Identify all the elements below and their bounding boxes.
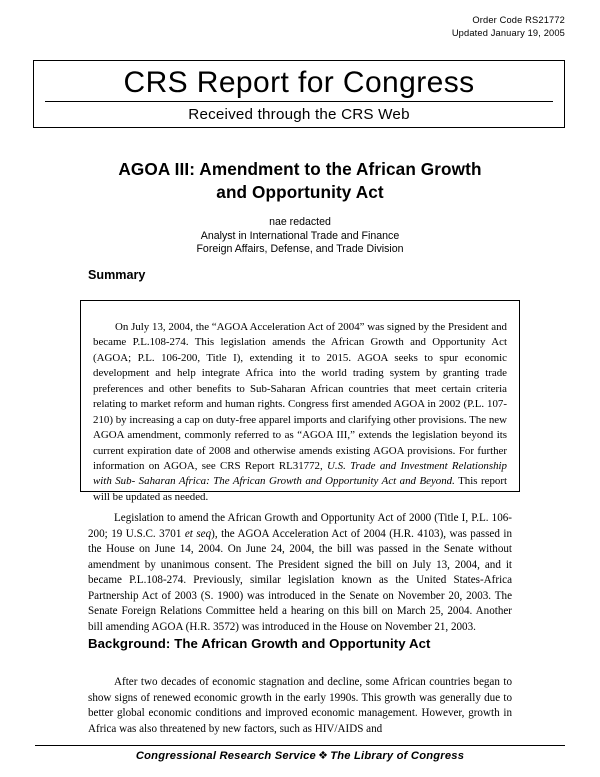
footer-divider [35,745,565,746]
paragraph-background: After two decades of economic stagnation and decline, some African countries began to show signs of renewed economic growth in the early 1990s. This growth was generally due to better global economic conditions and improved economic management. However, growth in Africa was also threatened by new factors, such as HIV/AIDS and [88,676,512,735]
updated-date: Updated January 19, 2005 [451,27,565,38]
footer-right-text: The Library of Congress [330,750,465,762]
page-footer [35,749,565,762]
summary-text-part-1: On July 13, 2004, the “AGOA Acceleration Act of 2004” was signed by the President and became P.L.108-274. This legislation amends the African Growth and Opportunity Act (AGOA; P.L. 106-200, Title I), extending it to 2015. AGOA seeks to spur economic development and help integrate Africa into the world trading system by granting trade preferences and other benefits to Sub-Saharan African countries that meet certain criteria relating to market reform and human rights. Congress first amended AGOA in 2002 (P.L. 107-210) by increasing a cap on duty-free apparel imports and clarifying other provisions. The new AGOA amendment, commonly referred to as “AGOA III,” extends the legislation beyond its current expiration date of 2008 and otherwise amends existing AGOA provisions. For further information on AGOA, see CRS Report RL31772, [93,320,507,472]
legislation-part-2: ), the AGOA Acceleration Act of 2004 (H.R. 4103), was passed in the House on June 14, 2004. On June 24, 2004, the bill was passed in the Senate without amendment by unanimous consent. The President signed the bill on July 13, 2004, and it became P.L.108-274. Previously, similar legislation known as the United States-Africa Partnership Act of 2003 (S. 1900) was introduced in the Senate on November 20, 2003. The Senate Foreign Relations Committee held a hearing on this bill on March 25, 2004. Another bill amending AGOA (H.R. 3572) was introduced in the House on November 21, 2003. [88,527,512,633]
crs-banner-title: CRS Report for Congress [123,66,475,99]
summary-text-part-2: This report will be updated as needed. [93,475,507,503]
summary-box [80,300,520,503]
author-division: Foreign Affairs, Defense, and Trade Division [196,243,404,256]
summary-text [81,312,519,505]
author-name: nae redacted [269,216,331,228]
order-code: Order Code RS21772 [472,15,565,25]
footer-left-text: Congressional Research Service [135,750,316,762]
author-role: Analyst in International Trade and Finance [200,229,400,242]
summary-heading: Summary [88,268,146,282]
section-heading-background: Background: The African Growth and Opportunity Act [88,636,431,651]
diamond-icon: ❖ [317,750,329,762]
legislation-et-seq: et seq [184,527,212,540]
crs-banner [33,60,565,128]
crs-banner-subtitle: Received through the CRS Web [188,106,410,123]
page-title-line-1: AGOA III: Amendment to the African Growth [118,159,482,179]
order-code-header [452,14,565,39]
summary-report-title: U.S. Trade and Investment Relationship with Sub- Saharan Africa: The African Growth and Opportunity Act and Beyond. [93,459,507,488]
author-block [60,216,540,257]
page-title-line-2: and Opportunity Act [216,182,384,202]
paragraph-legislation [88,511,512,635]
legislation-part-1: Legislation to amend the African Growth and Opportunity Act of 2000 (Title I, P.L. 106-200; 19 U.S.C. 3701 [88,512,512,540]
page-title [60,158,540,204]
